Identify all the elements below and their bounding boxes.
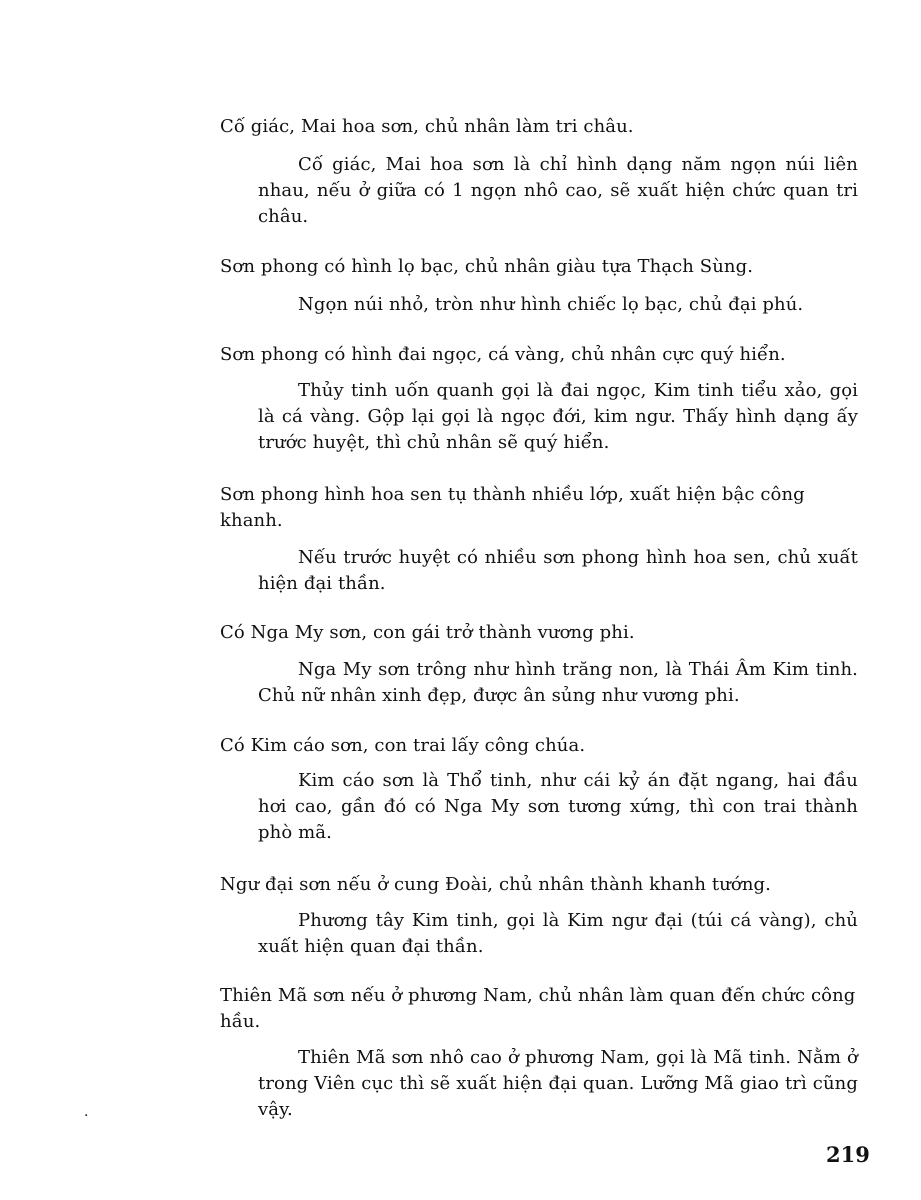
entry-heading: Có Nga My sơn, con gái trở thành vương phi. [220, 622, 635, 643]
scan-speck: · [84, 1108, 89, 1124]
entry-body: Ngọn núi nhỏ, tròn như hình chiếc lọ bạc, chủ đại phú. [298, 294, 804, 315]
entry-body: Phương tây Kim tinh, gọi là Kim ngư đại (túi cá vàng), chủ xuất hiện quan đại thần. [258, 910, 858, 957]
entry-heading: Có Kim cáo sơn, con trai lấy công chúa. [220, 735, 586, 756]
entry-body: Nga My sơn trông như hình trăng non, là Thái Âm Kim tinh. Chủ nữ nhân xinh đẹp, được ân sủng như vương phi. [258, 659, 858, 706]
entry-heading: Thiên Mã sơn nếu ở phương Nam, chủ nhân làm quan đến chức công hầu. [220, 985, 856, 1032]
entry-body: Cố giác, Mai hoa sơn là chỉ hình dạng năm ngọn núi liên nhau, nếu ở giữa có 1 ngọn nhô cao, sẽ xuất hiện chức quan tri châu. [258, 154, 858, 227]
entry-heading: Sơn phong có hình đai ngọc, cá vàng, chủ nhân cực quý hiển. [220, 344, 786, 365]
entry-body: Thiên Mã sơn nhô cao ở phương Nam, gọi là Mã tinh. Nằm ở trong Viên cục thì sẽ xuất hiện đại quan. Lưỡng Mã giao trì cũng vậy. [258, 1047, 858, 1120]
entry-body: Nếu trước huyệt có nhiều sơn phong hình hoa sen, chủ xuất hiện đại thần. [258, 547, 858, 594]
entry-heading: Ngư đại sơn nếu ở cung Đoài, chủ nhân thành khanh tướng. [220, 874, 771, 895]
entry-heading: Cố giác, Mai hoa sơn, chủ nhân làm tri châu. [220, 116, 634, 137]
page-number: 219 [826, 1142, 870, 1167]
entry-heading: Sơn phong hình hoa sen tụ thành nhiều lớp, xuất hiện bậc công khanh. [220, 484, 805, 531]
entry-body: Thủy tinh uốn quanh gọi là đai ngọc, Kim tinh tiểu xảo, gọi là cá vàng. Gộp lại gọi là ngọc đới, kim ngư. Thấy hình dạng ấy trước huyệt, thì chủ nhân sẽ quý hiển. [258, 380, 858, 453]
entry-heading: Sơn phong có hình lọ bạc, chủ nhân giàu tựa Thạch Sùng. [220, 256, 754, 277]
entry-body: Kim cáo sơn là Thổ tinh, như cái kỷ án đặt ngang, hai đầu hơi cao, gần đó có Nga My sơn tương xứng, thì con trai thành phò mã. [258, 770, 858, 843]
